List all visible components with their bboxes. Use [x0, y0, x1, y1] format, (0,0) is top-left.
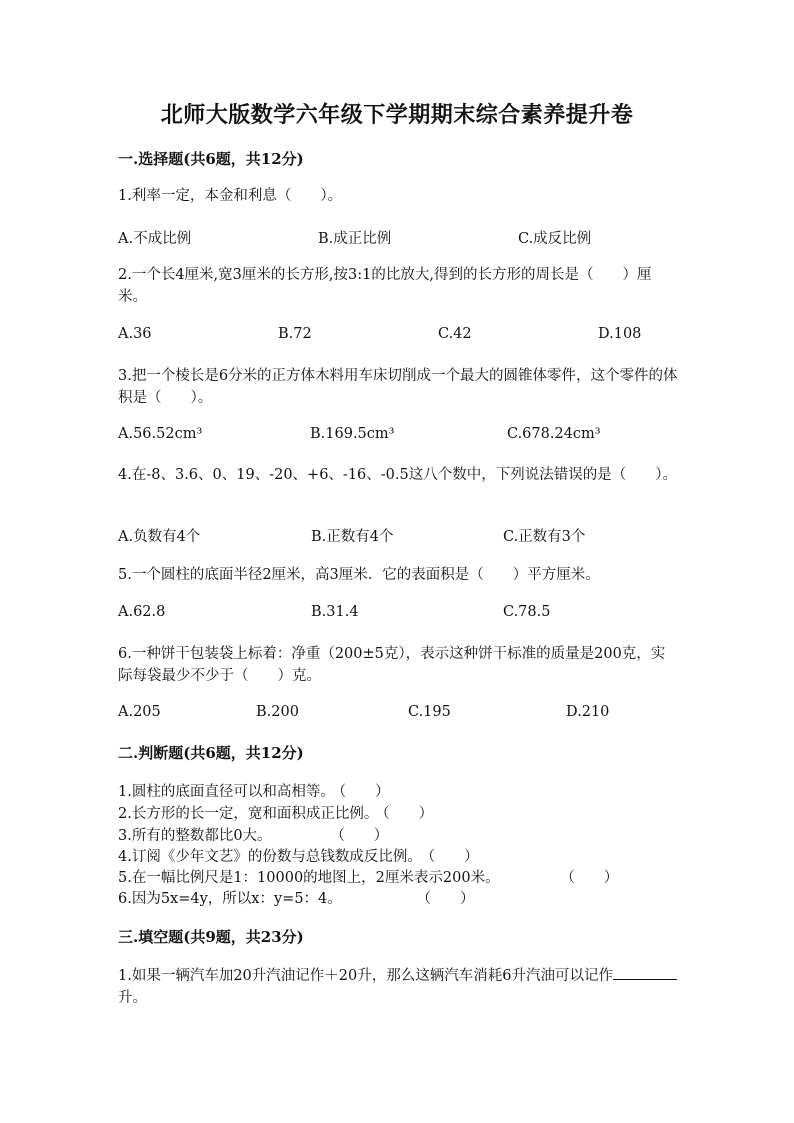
option: A.56.52cm³ [118, 426, 203, 442]
section-heading-fill: 三.填空题(共9题，共23分) [118, 928, 304, 946]
fill-question [118, 965, 678, 1009]
answer-paren: （ ） [382, 806, 434, 822]
section-heading-judge: 二.判断题(共6题，共12分) [118, 744, 304, 762]
answer-paren: （ ） [567, 870, 619, 886]
option: C.42 [438, 326, 472, 342]
question-stem: 5.一个圆柱的底面半径2厘米，高3厘米．它的表面积是（ ）平方厘米。 [118, 567, 600, 583]
option: D.210 [566, 704, 610, 720]
option: A.36 [118, 326, 152, 342]
judge-item [118, 802, 433, 823]
option: B.169.5cm³ [310, 426, 395, 442]
answer-blank[interactable] [613, 965, 677, 980]
option: A.负数有4个 [118, 529, 201, 545]
option: D.108 [598, 326, 642, 342]
option: C.678.24cm³ [507, 426, 601, 442]
option: A.62.8 [118, 604, 166, 620]
fill-text-end: 升。 [118, 990, 147, 1006]
judge-text: 3.所有的整数都比0大。 [118, 828, 272, 844]
option: B.200 [256, 704, 299, 720]
judge-text: 5.在一幅比例尺是1：10000的地图上，2厘米表示200米。 [118, 870, 500, 886]
judge-item [118, 845, 479, 866]
judge-text: 2.长方形的长一定，宽和面积成正比例。 [118, 806, 379, 822]
option: B.72 [278, 326, 312, 342]
question-stem: 1.利率一定，本金和利息（ ）。 [118, 188, 343, 204]
page-title: 北师大版数学六年级下学期期末综合素养提升卷 [160, 102, 634, 128]
option: A.205 [118, 704, 161, 720]
option: B.成正比例 [318, 231, 392, 247]
answer-paren: （ ） [427, 849, 479, 865]
judge-text: 1.圆柱的底面直径可以和高相等。 [118, 784, 335, 800]
judge-item [118, 780, 390, 801]
option: C.正数有3个 [503, 529, 586, 545]
answer-paren: （ ） [337, 828, 389, 844]
judge-item [118, 887, 475, 908]
option: C.195 [408, 704, 451, 720]
answer-paren: （ ） [338, 784, 390, 800]
option: A.不成比例 [118, 231, 192, 247]
judge-text: 4.订阅《少年文艺》的份数与总钱数成反比例。 [118, 849, 422, 865]
question-stem: 4.在-8、3.6、0、19、-20、+6、-16、-0.5这八个数中，下列说法错误的是（ ）。 [118, 467, 677, 483]
option: B.正数有4个 [311, 529, 394, 545]
option: B.31.4 [311, 604, 359, 620]
answer-paren: （ ） [423, 891, 475, 907]
fill-text: 1.如果一辆汽车加20升汽油记作＋20升，那么这辆汽车消耗6升汽油可以记作 [118, 968, 613, 984]
question-stem: 3.把一个棱长是6分米的正方体木料用车床切削成一个最大的圆锥体零件，这个零件的体积是（ ）。 [118, 368, 678, 406]
question-stem: 2.一个长4厘米,宽3厘米的长方形,按3:1的比放大,得到的长方形的周长是（ ）厘米。 [118, 267, 652, 305]
option: C.78.5 [503, 604, 551, 620]
judge-item [118, 866, 618, 887]
judge-item [118, 824, 388, 845]
section-heading-choice: 一.选择题(共6题，共12分) [118, 150, 304, 168]
option: C.成反比例 [518, 231, 592, 247]
question-stem: 6.一种饼干包装袋上标着：净重（200±5克），表示这种饼干标准的质量是200克，实际每袋最少不少于（ ）克。 [118, 646, 666, 684]
judge-text: 6.因为5x=4y，所以x：y=5：4。 [118, 891, 342, 907]
